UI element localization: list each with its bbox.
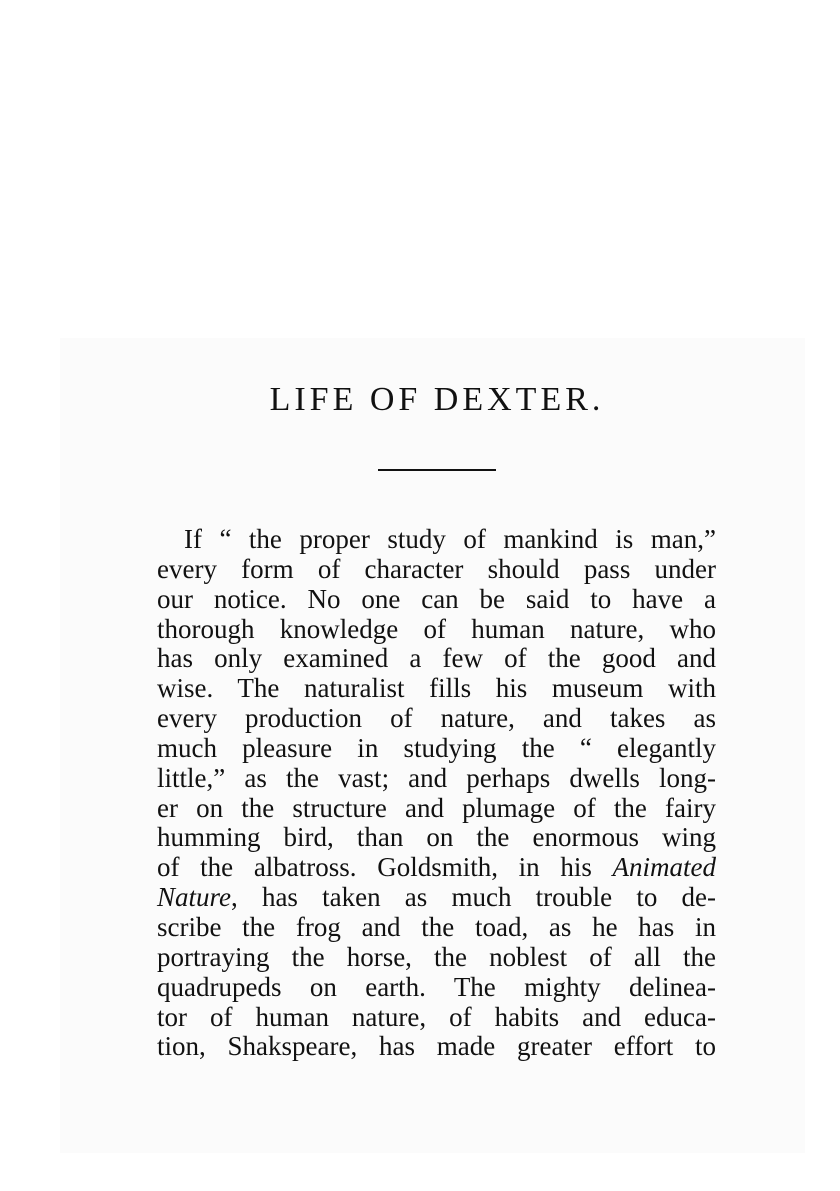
text-line: every form of character should pass under — [157, 553, 716, 584]
title-rule-divider — [378, 469, 496, 471]
body-paragraph — [157, 525, 716, 1062]
text-line: Nature, has taken as much trouble to de- — [157, 882, 716, 913]
text-line: wise. The naturalist fills his museum with — [157, 673, 716, 704]
text-line: humming bird, than on the enormous wing — [157, 822, 716, 853]
text-line: our notice. No one can be said to have a — [157, 583, 716, 614]
text-line: thorough knowledge of human nature, who — [157, 613, 716, 644]
text-line: quadrupeds on earth. The mighty delinea- — [157, 971, 716, 1002]
text-line: If “ the proper study of mankind is man,” — [184, 524, 716, 554]
text-line: of the albatross. Goldsmith, in his Animated — [157, 852, 716, 883]
chapter-title: LIFE OF DEXTER. — [269, 381, 605, 418]
text-line: little,” as the vast; and perhaps dwells long- — [157, 762, 716, 793]
text-line: every production of nature, and takes as — [157, 703, 716, 734]
text-line: has only examined a few of the good and — [157, 643, 716, 674]
text-line: er on the structure and plumage of the fairy — [157, 792, 716, 823]
text-line: portraying the horse, the noblest of all the — [157, 941, 716, 972]
text-line: scribe the frog and the toad, as he has in — [157, 911, 716, 942]
text-line: tor of human nature, of habits and educa- — [157, 1001, 716, 1032]
text-line: much pleasure in studying the “ elegantly — [157, 732, 716, 763]
text-line: tion, Shakspeare, has made greater effort to — [157, 1031, 716, 1062]
